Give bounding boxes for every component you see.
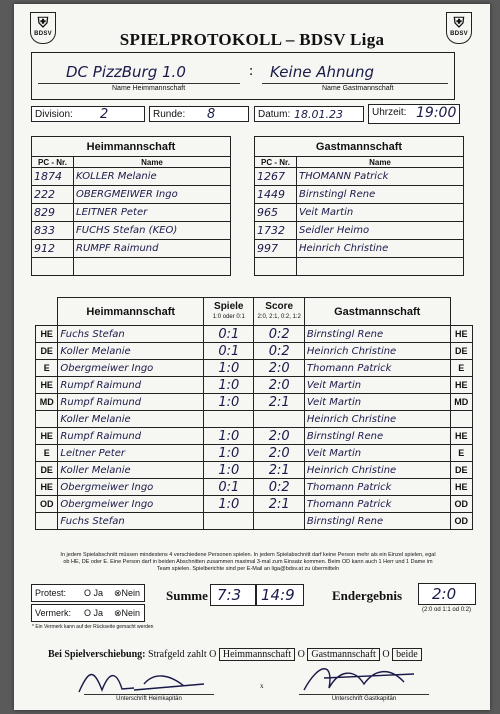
- summe-spiele: 7:3: [217, 586, 242, 604]
- roster-player-name: [297, 258, 464, 276]
- game-home-player: Fuchs Stefan: [58, 326, 204, 343]
- round-field: Runde:: [149, 106, 249, 122]
- roster-row: [255, 168, 464, 186]
- game-guest-player: Veit Martin: [304, 445, 450, 462]
- guest-signature: [294, 660, 434, 696]
- game-spiele: [204, 411, 254, 428]
- game-row: [36, 343, 473, 360]
- game-guest-player: Veit Martin: [304, 394, 450, 411]
- roster-pc: 1874: [32, 168, 74, 186]
- position-right: [450, 411, 472, 428]
- roster-player-name: Birnstingl Rene: [297, 186, 464, 204]
- game-guest-player: Birnstingl Rene: [304, 428, 450, 445]
- time-field: Uhrzeit:: [368, 104, 460, 124]
- game-row: [36, 360, 473, 377]
- score-sheet: [14, 4, 490, 710]
- game-home-player: Obergmeiwer Ingo: [58, 360, 204, 377]
- roster-row: [255, 222, 464, 240]
- game-guest-player: Thomann Patrick: [304, 360, 450, 377]
- endergebnis-value: 2:0: [432, 585, 457, 603]
- roster-pc: [32, 258, 74, 276]
- guest-team-caption: Name Gastmannschaft: [322, 85, 394, 92]
- pc-nr-header: PC - Nr.: [32, 157, 74, 168]
- home-roster-title: Heimmannschaft: [32, 137, 231, 157]
- home-team-caption: Name Heimmannschaft: [112, 85, 186, 92]
- game-score: [254, 411, 304, 428]
- roster-row: [255, 258, 464, 276]
- vermerk-field: Vermerk: O Ja ⊗Nein: [31, 604, 145, 622]
- game-spiele: 1:0: [204, 462, 254, 479]
- endergebnis-label: Endergebnis: [332, 588, 403, 603]
- position-right: HE: [450, 428, 472, 445]
- game-home-player: Koller Melanie: [58, 411, 204, 428]
- protest-ja-option[interactable]: O Ja: [84, 588, 104, 598]
- game-home-player: Koller Melanie: [58, 343, 204, 360]
- game-spiele: 0:1: [204, 326, 254, 343]
- roster-player-name: Veit Martin: [297, 204, 464, 222]
- game-score: 2:0: [254, 445, 304, 462]
- endergebnis-note: (2:0 od 1:1 od 0:2): [422, 607, 472, 613]
- game-score: 2:0: [254, 360, 304, 377]
- roster-pc: 222: [32, 186, 74, 204]
- protest-field: Protest: O Ja ⊗Nein: [31, 584, 145, 602]
- position-right: HE: [450, 377, 472, 394]
- guest-roster-title: Gastmannschaft: [255, 137, 464, 157]
- game-score: 2:0: [254, 428, 304, 445]
- division-value: 2: [100, 107, 109, 122]
- home-signature-caption: Unterschrift Heimkapitän: [84, 694, 214, 702]
- guest-signature-caption: Unterschrift Gastkapitän: [299, 694, 429, 702]
- time-value: 19:00: [416, 105, 457, 121]
- roster-pc: [255, 258, 297, 276]
- round-value: 8: [207, 107, 216, 122]
- position-left: HE: [36, 377, 58, 394]
- roster-row: [255, 204, 464, 222]
- game-spiele: 1:0: [204, 377, 254, 394]
- game-guest-player: Birnstingl Rene: [304, 326, 450, 343]
- game-spiele: 1:0: [204, 394, 254, 411]
- game-spiele: 0:1: [204, 479, 254, 496]
- game-guest-player: Thomann Patrick: [304, 479, 450, 496]
- roster-player-name: [74, 258, 231, 276]
- position-left: [36, 411, 58, 428]
- game-score: 2:0: [254, 377, 304, 394]
- roster-pc: 829: [32, 204, 74, 222]
- game-guest-player: Heinrich Christine: [304, 462, 450, 479]
- roster-pc: 912: [32, 240, 74, 258]
- game-spiele: [204, 513, 254, 530]
- home-team-line: [38, 83, 240, 84]
- roster-row: [255, 186, 464, 204]
- position-right: HE: [450, 326, 472, 343]
- game-row: [36, 445, 473, 462]
- roster-player-name: KOLLER Melanie: [74, 168, 231, 186]
- date-value: 18.01.23: [294, 108, 343, 121]
- game-spiele: 0:1: [204, 343, 254, 360]
- home-roster-table: [31, 136, 231, 276]
- game-home-player: Rumpf Raimund: [58, 428, 204, 445]
- division-field: Division:: [31, 106, 145, 122]
- summe-score: 14:9: [261, 586, 295, 604]
- roster-row: [32, 168, 231, 186]
- position-right: HE: [450, 479, 472, 496]
- game-row: [36, 513, 473, 530]
- verschiebung-row: Bei Spielverschiebung: Strafgeld zahlt O Heimmannschaft O Gastmannschaft O beide: [48, 649, 422, 660]
- roster-pc: 965: [255, 204, 297, 222]
- game-spiele: 1:0: [204, 360, 254, 377]
- game-score: [254, 513, 304, 530]
- position-right: E: [450, 360, 472, 377]
- game-score: 2:1: [254, 496, 304, 513]
- position-left: OD: [36, 496, 58, 513]
- roster-row: [32, 258, 231, 276]
- game-row: [36, 326, 473, 343]
- roster-player-name: FUCHS Stefan (KEO): [74, 222, 231, 240]
- roster-row: [255, 240, 464, 258]
- bdsv-logo-right: ⛨ BDSV: [446, 12, 472, 44]
- roster-player-name: RUMPF Raimund: [74, 240, 231, 258]
- option-gastmannschaft[interactable]: Gastmannschaft: [307, 648, 379, 661]
- game-guest-player: Heinrich Christine: [304, 343, 450, 360]
- roster-player-name: OBERGMEIWER Ingo: [74, 186, 231, 204]
- game-guest-player: Thomann Patrick: [304, 496, 450, 513]
- roster-pc: 1267: [255, 168, 297, 186]
- position-right: E: [450, 445, 472, 462]
- roster-player-name: Seidler Heimo: [297, 222, 464, 240]
- guest-team-name: Keine Ahnung: [270, 63, 375, 81]
- name-header: Name: [297, 157, 464, 168]
- position-left: HE: [36, 428, 58, 445]
- logo-shield-icon: ⛨: [37, 14, 49, 30]
- games-home-header: Heimmannschaft: [58, 298, 204, 326]
- bdsv-logo-left: ⛨ BDSV: [30, 12, 56, 44]
- team-separator: :: [249, 63, 254, 79]
- position-right: DE: [450, 343, 472, 360]
- roster-pc: 833: [32, 222, 74, 240]
- game-home-player: Rumpf Raimund: [58, 394, 204, 411]
- position-left: MD: [36, 394, 58, 411]
- games-guest-header: Gastmannschaft: [304, 298, 450, 326]
- score-header: Score 2:0, 2:1, 0:2, 1:2: [254, 298, 304, 326]
- roster-pc: 1732: [255, 222, 297, 240]
- game-row: [36, 411, 473, 428]
- roster-pc: 997: [255, 240, 297, 258]
- game-row: [36, 428, 473, 445]
- vermerk-note: * Ein Vermerk kann auf der Rückseite gemacht werden: [32, 624, 154, 630]
- logo-shield-icon: ⛨: [453, 14, 465, 30]
- game-row: [36, 394, 473, 411]
- roster-player-name: THOMANN Patrick: [297, 168, 464, 186]
- position-left: DE: [36, 462, 58, 479]
- game-score: 0:2: [254, 343, 304, 360]
- game-row: [36, 496, 473, 513]
- date-field: Datum:: [254, 106, 364, 122]
- game-score: 0:2: [254, 479, 304, 496]
- rules-note: In jedem Spielabschnitt müssen mindestens 4 verschiedene Personen spielen. In jedem Spielabschnitt darf keine Person mehr als ein Einzel spielen, egal ob HE, DE oder E. Eine Person darf in beiden Abschnitten zusammen maximal 3-mal zum Einsatz kommen. Beim OD kann auch 1 Herr und 1 Dame im Team spielen. Spielberichte sind per E-Mail an liga@bdsv.at zu übermitteln: [60, 552, 436, 572]
- protest-nein-option[interactable]: ⊗Nein: [114, 588, 141, 598]
- position-right: OD: [450, 496, 472, 513]
- game-home-player: Leitner Peter: [58, 445, 204, 462]
- position-left: HE: [36, 479, 58, 496]
- crossed-circle-icon: ⊗: [114, 588, 122, 598]
- game-guest-player: Veit Martin: [304, 377, 450, 394]
- guest-team-line: [262, 83, 448, 84]
- page-title: SPIELPROTOKOLL – BDSV Liga: [119, 30, 385, 49]
- signature-x-mark: x: [260, 682, 264, 690]
- name-header: Name: [74, 157, 231, 168]
- game-row: [36, 377, 473, 394]
- game-score: 2:1: [254, 394, 304, 411]
- guest-roster-table: [254, 136, 464, 276]
- position-right: DE: [450, 462, 472, 479]
- games-table: [35, 297, 473, 530]
- team-names-box: [31, 52, 455, 100]
- position-right: MD: [450, 394, 472, 411]
- option-heimmannschaft[interactable]: Heimmannschaft: [219, 648, 295, 661]
- option-beide[interactable]: beide: [392, 648, 422, 661]
- game-spiele: 1:0: [204, 428, 254, 445]
- game-home-player: Fuchs Stefan: [58, 513, 204, 530]
- roster-row: [32, 186, 231, 204]
- game-spiele: 1:0: [204, 496, 254, 513]
- game-score: 0:2: [254, 326, 304, 343]
- game-row: [36, 479, 473, 496]
- home-signature: [74, 664, 214, 696]
- position-left: E: [36, 445, 58, 462]
- roster-player-name: Heinrich Christine: [297, 240, 464, 258]
- game-home-player: Koller Melanie: [58, 462, 204, 479]
- vermerk-nein-option[interactable]: ⊗Nein: [114, 608, 141, 618]
- game-home-player: Rumpf Raimund: [58, 377, 204, 394]
- game-spiele: 1:0: [204, 445, 254, 462]
- vermerk-ja-option[interactable]: O Ja: [84, 608, 104, 618]
- game-score: 2:1: [254, 462, 304, 479]
- crossed-circle-icon: ⊗: [114, 608, 122, 618]
- position-left: E: [36, 360, 58, 377]
- roster-row: [32, 204, 231, 222]
- roster-row: [32, 222, 231, 240]
- summe-label: Summe: [166, 588, 208, 603]
- game-home-player: Obergmeiwer Ingo: [58, 479, 204, 496]
- position-right: OD: [450, 513, 472, 530]
- game-home-player: Obergmeiwer Ingo: [58, 496, 204, 513]
- position-left: DE: [36, 343, 58, 360]
- game-guest-player: Heinrich Christine: [304, 411, 450, 428]
- game-guest-player: Birnstingl Rene: [304, 513, 450, 530]
- game-row: [36, 462, 473, 479]
- home-team-name: DC PizzBurg 1.0: [66, 63, 186, 81]
- pc-nr-header: PC - Nr.: [255, 157, 297, 168]
- roster-pc: 1449: [255, 186, 297, 204]
- spiele-header: Spiele 1:0 oder 0:1: [204, 298, 254, 326]
- roster-row: [32, 240, 231, 258]
- roster-player-name: LEITNER Peter: [74, 204, 231, 222]
- position-left: [36, 513, 58, 530]
- position-left: HE: [36, 326, 58, 343]
